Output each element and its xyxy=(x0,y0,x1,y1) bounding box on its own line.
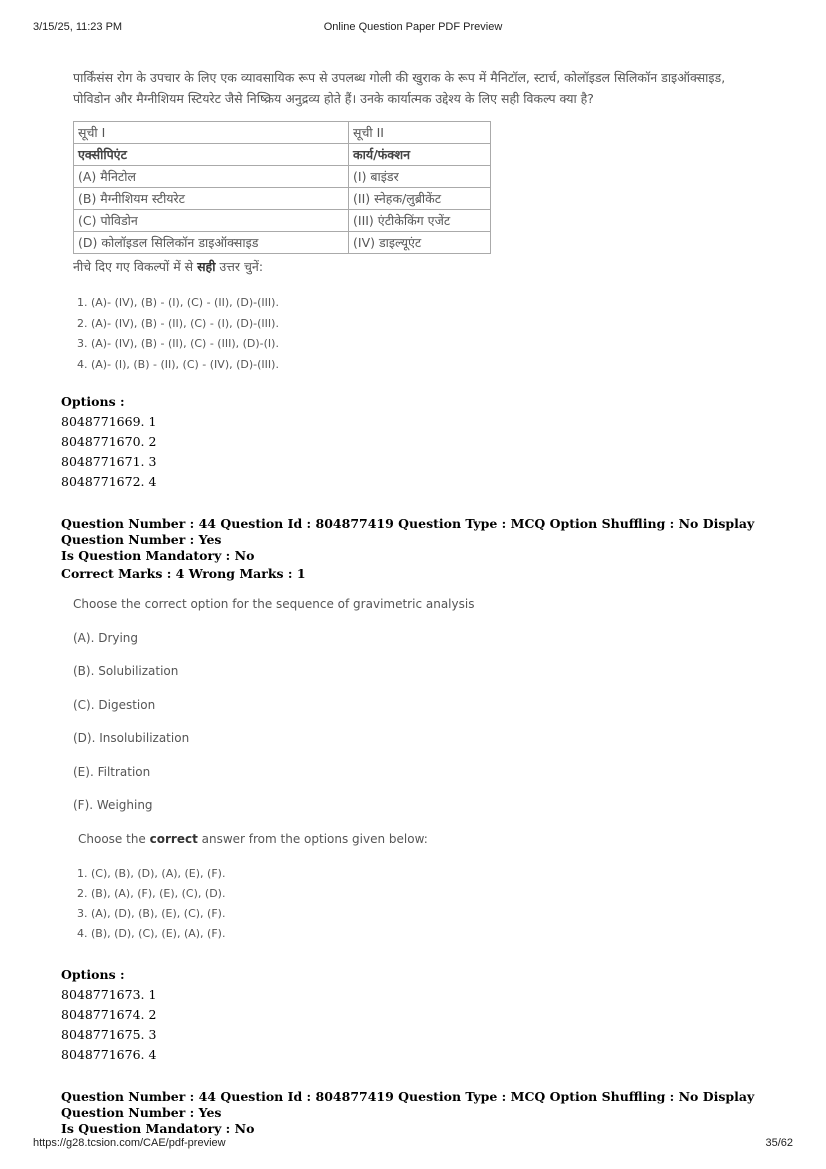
match-table xyxy=(73,121,491,254)
sequence-item: (C). Digestion xyxy=(73,698,156,712)
sequence-item: (D). Insolubilization xyxy=(73,731,190,745)
option-id: 8048771669. 1 xyxy=(61,414,157,429)
option-id-list xyxy=(61,985,156,1065)
option-id: 8048771670. 2 xyxy=(61,434,157,449)
sequence-item: (A). Drying xyxy=(73,631,139,645)
page-number: 35/62 xyxy=(765,1137,793,1149)
table-cell: (C) पोविडोन xyxy=(74,210,349,232)
instruction-text: answer from the options given below: xyxy=(197,832,428,846)
question-text: पार्किंसंस रोग के उपचार के लिए एक व्यावसायिक रूप से उपलब्ध गोली की खुराक के रूप में मैनिटॉल, स्टार्च, कोलॉइडल सिलिकॉन डाइऑक्साइड, पोविडोन और मैग्नीशियम स्टियरेट जैसे निष्क्रिय अनुद्रव्य होते हैं। उनके कार्यात्मक उद्देश्य के लिए सही विकल्प क्या है? xyxy=(73,70,726,106)
option-id: 8048771674. 2 xyxy=(61,1007,157,1022)
option-id: 8048771673. 1 xyxy=(61,987,157,1002)
question-text: Choose the correct option for the sequence of gravimetric analysis xyxy=(73,597,475,611)
answer-choice: 3. (A)- (IV), (B) - (II), (C) - (III), (D)-(I). xyxy=(77,337,279,350)
table-cell: (IV) डाइल्यूएंट xyxy=(349,232,491,254)
table-row xyxy=(74,166,491,188)
question-meta-line: Is Question Mandatory : No xyxy=(61,548,255,563)
instruction-text: उत्तर चुनें: xyxy=(215,259,264,274)
answer-choice: 3. (A), (D), (B), (E), (C), (F). xyxy=(77,907,226,920)
table-header-row xyxy=(74,144,491,166)
options-label: Options : xyxy=(61,394,125,409)
table-row xyxy=(74,210,491,232)
answer-choice: 1. (A)- (IV), (B) - (I), (C) - (II), (D)-(III). xyxy=(77,296,279,309)
table-cell: सूची II xyxy=(349,122,491,144)
instruction-emphasis: सही xyxy=(197,259,216,274)
instruction-text: Choose the xyxy=(78,832,150,846)
option-id: 8048771676. 4 xyxy=(61,1047,157,1062)
question-meta-line: Is Question Mandatory : No xyxy=(61,1121,255,1136)
answer-choice: 2. (A)- (IV), (B) - (II), (C) - (I), (D)-(III). xyxy=(77,316,279,330)
option-id-list xyxy=(61,412,156,492)
table-cell: (D) कोलॉइडल सिलिकॉन डाइऑक्साइड xyxy=(74,232,349,254)
answer-choice: 4. (A)- (I), (B) - (II), (C) - (IV), (D)-(III). xyxy=(77,357,279,371)
answer-choices xyxy=(77,293,279,375)
instruction-text: नीचे दिए गए विकल्पों में से xyxy=(73,259,198,274)
answer-choice: 4. (B), (D), (C), (E), (A), (F). xyxy=(77,927,226,940)
page-url: https://g28.tcsion.com/CAE/pdf-preview xyxy=(33,1137,226,1149)
table-cell: एक्सीपिएंट xyxy=(74,144,349,166)
table-cell: (A) मैनिटोल xyxy=(74,166,349,188)
marks-line: Correct Marks : 4 Wrong Marks : 1 xyxy=(61,566,306,581)
table-header-row xyxy=(74,122,491,144)
answer-choices xyxy=(77,864,225,944)
answer-choice: 1. (C), (B), (D), (A), (E), (F). xyxy=(77,867,226,880)
table-row xyxy=(74,188,491,210)
options-label: Options : xyxy=(61,967,125,982)
sequence-item: (B). Solubilization xyxy=(73,664,179,678)
question-meta-line: Question Number : 44 Question Id : 804877419 Question Type : MCQ Option Shuffling : No Display Question Number : Yes xyxy=(61,516,755,547)
print-datetime: 3/15/25, 11:23 PM xyxy=(33,21,123,33)
choose-instruction xyxy=(78,832,428,846)
question-meta-line: Question Number : 44 Question Id : 804877419 Question Type : MCQ Option Shuffling : No Display Question Number : Yes xyxy=(61,1089,755,1120)
table-cell: कार्य/फंक्शन xyxy=(349,144,491,166)
choose-instruction xyxy=(73,258,263,275)
table-cell: (II) स्नेहक/लुब्रीकेंट xyxy=(349,188,491,210)
instruction-emphasis: correct xyxy=(149,832,198,846)
option-id: 8048771671. 3 xyxy=(61,454,157,469)
table-cell: सूची I xyxy=(74,122,349,144)
table-cell: (III) एंटीकेकिंग एजेंट xyxy=(349,210,491,232)
option-id: 8048771672. 4 xyxy=(61,474,157,489)
page-title: Online Question Paper PDF Preview xyxy=(323,21,503,33)
sequence-item: (E). Filtration xyxy=(73,765,151,779)
question-meta xyxy=(61,516,781,582)
option-id: 8048771675. 3 xyxy=(61,1027,157,1042)
sequence-item: (F). Weighing xyxy=(73,798,153,812)
table-cell: (B) मैग्नीशियम स्टीयरेट xyxy=(74,188,349,210)
question-meta xyxy=(61,1089,781,1137)
table-cell: (I) बाइंडर xyxy=(349,166,491,188)
answer-choice: 2. (B), (A), (F), (E), (C), (D). xyxy=(77,887,226,900)
table-row xyxy=(74,232,491,254)
